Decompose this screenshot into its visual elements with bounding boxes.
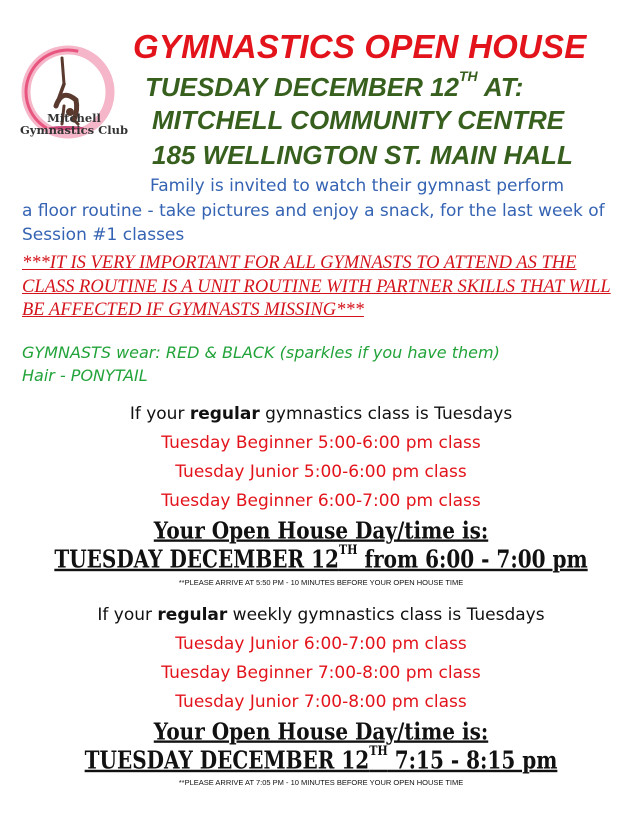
group1-open-house-date: TUESDAY DECEMBER 12TH from 6:00 - 7:00 pm: [54, 541, 588, 574]
attire-info: [22, 342, 622, 387]
group1-class: Tuesday Beginner 6:00-7:00 pm class: [161, 491, 481, 511]
address-heading: 185 WELLINGTON ST. MAIN HALL: [152, 140, 573, 170]
group2-arrival-note: **PLEASE ARRIVE AT 7:05 PM - 10 MINUTES BEFORE YOUR OPEN HOUSE TIME: [178, 778, 464, 787]
page-title: GYMNASTICS OPEN HOUSE: [133, 28, 587, 65]
group1-class: Tuesday Junior 5:00-6:00 pm class: [175, 462, 467, 482]
intro-rest: a floor routine - take pictures and enjoy a snack, for the last week of Session #1 classes: [22, 200, 605, 245]
club-name: [14, 112, 134, 136]
intro-first-line: Family is invited to watch their gymnast perform: [150, 176, 565, 196]
group1-open-house-label: Your Open House Day/time is:: [153, 515, 489, 545]
group2-open-house-date: TUESDAY DECEMBER 12TH 7:15 - 8:15 pm: [84, 742, 558, 775]
group2-open-house-label: Your Open House Day/time is:: [153, 716, 489, 746]
club-name-line2: Gymnastics Club: [19, 123, 129, 137]
attendance-warning: ***IT IS VERY IMPORTANT FOR ALL GYMNASTS TO ATTEND AS THE CLASS ROUTINE IS A UNIT ROUTINE WITH PARTNER SKILLS THAT WILL BE AFFECTED IF GYMNASTS MISSING***: [22, 253, 611, 320]
group1-arrival-note: **PLEASE ARRIVE AT 5:50 PM - 10 MINUTES BEFORE YOUR OPEN HOUSE TIME: [178, 578, 464, 587]
group2-class: Tuesday Beginner 7:00-8:00 pm class: [161, 663, 481, 683]
group2-class: Tuesday Junior 6:00-7:00 pm class: [175, 634, 467, 654]
group1-class: Tuesday Beginner 5:00-6:00 pm class: [161, 433, 481, 453]
event-date-heading: TUESDAY DECEMBER 12TH AT:: [145, 68, 524, 102]
group2-class: Tuesday Junior 7:00-8:00 pm class: [175, 692, 467, 712]
group1-lead: If your regular gymnastics class is Tuesdays: [129, 404, 513, 424]
attire-line: GYMNASTS wear: RED & BLACK (sparkles if you have them): [22, 343, 500, 362]
hair-line: Hair - PONYTAIL: [22, 365, 148, 385]
venue-heading: MITCHELL COMMUNITY CENTRE: [152, 105, 565, 135]
intro-paragraph: [22, 174, 622, 248]
group2-lead: If your regular weekly gymnastics class is Tuesdays: [97, 605, 545, 625]
club-name-line1: Mitchell: [47, 111, 101, 125]
